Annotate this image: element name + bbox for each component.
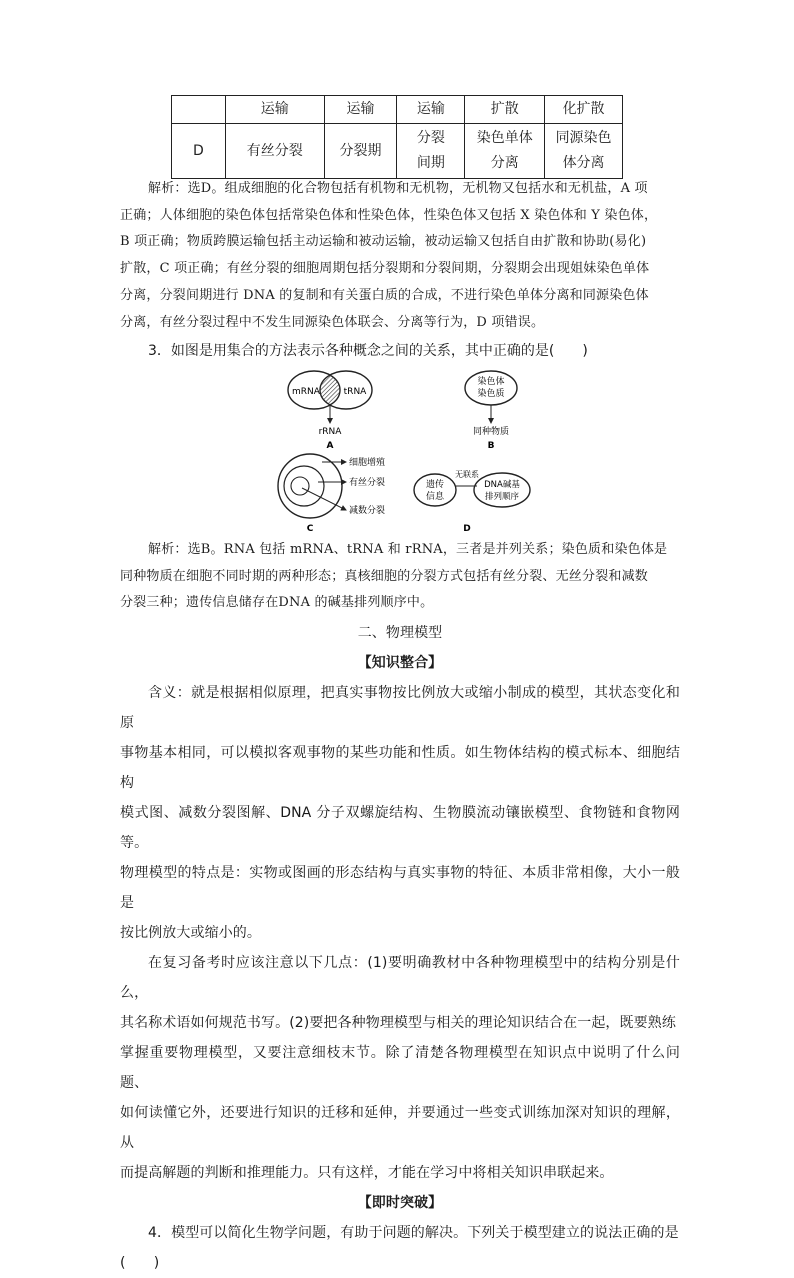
cell-line: 分裂 <box>416 130 445 146</box>
letter-a: A <box>326 441 334 451</box>
text-line: 正确；人体细胞的染色体包括常染色体和性染色体，性染色体又包括 X 染色体和 Y 染色体， <box>120 207 658 223</box>
explanation-q3 <box>120 537 680 617</box>
question-4-blank: ( ) <box>120 1255 160 1271</box>
text-line: 物理模型的特点是：实物或图画的形态结构与真实事物的特征、本质非常相像，大小一般是 <box>120 865 680 911</box>
cell-line: 间期 <box>416 155 445 171</box>
text-line: B 项正确；物质跨膜运输包括主动运输和被动运输，被动运输又包括自由扩散和协助(易化) <box>120 234 647 250</box>
label-mitosis: 有丝分裂 <box>349 478 386 488</box>
text-line: 事物基本相同，可以模拟客观事物的某些功能和性质。如生物体结构的模式标本、细胞结构 <box>120 745 680 791</box>
question-3 <box>120 338 680 365</box>
letter-d: D <box>463 524 471 534</box>
table-cell: 运输 <box>397 96 465 124</box>
text-line: 如何读懂它外，还要进行知识的迁移和延伸，并要通过一些变式训练加深对知识的理解，从 <box>120 1105 680 1151</box>
section-title: 二、物理模型 <box>357 625 443 641</box>
label-chromatin: 染色质 <box>477 389 505 399</box>
section-physical-model <box>120 618 680 1278</box>
diagram-a <box>288 371 372 451</box>
table-cell: 运输 <box>324 96 397 124</box>
label-same-substance: 同种物质 <box>472 427 510 437</box>
concept-diagram <box>270 368 540 540</box>
option-label: D <box>172 124 226 179</box>
text-line: 分裂三种；遗传信息储存在DNA 的碱基排列顺序中。 <box>120 595 434 611</box>
text-line: 解析：选B。RNA 包括 mRNA、tRNA 和 rRNA，三者是并列关系；染色质和染色体是 <box>148 542 668 557</box>
text-line: 分离，有丝分裂过程中不发生同源染色体联会、分离等行为，D 项错误。 <box>120 314 545 330</box>
diagram-b <box>465 371 517 451</box>
text-line: 按比例放大或缩小的。 <box>120 925 261 941</box>
table-cell: 化扩散 <box>545 96 623 124</box>
cell-line: 体分离 <box>562 155 605 171</box>
options-table <box>171 95 623 179</box>
text-line: 含义：就是根据相似原理，把真实事物按比例放大或缩小制成的模型，其状态变化和原 <box>120 685 680 731</box>
label-meiosis: 减数分裂 <box>349 506 386 516</box>
letter-b: B <box>487 441 495 451</box>
label-trna: tRNA <box>343 387 367 397</box>
cell-line: 染色单体 <box>476 130 533 146</box>
question-text: 3．如图是用集合的方法表示各种概念之间的关系，其中正确的是( ) <box>148 343 588 359</box>
question-4-text: 4．模型可以简化生物学问题，有助于问题的解决。下列关于模型建立的说法正确的是 <box>148 1225 679 1241</box>
text-line: 其名称术语如何规范书写。(2)要把各种物理模型与相关的理论知识结合在一起，既要熟练 <box>120 1015 676 1031</box>
cell-line: 同源染色 <box>555 130 612 146</box>
explanation-q2 <box>120 176 680 336</box>
diagram-d <box>414 469 530 534</box>
breakthrough-heading: 【即时突破】 <box>357 1195 443 1211</box>
label-rrna: rRNA <box>318 427 342 437</box>
text-line: 模式图、减数分裂图解、DNA 分子双螺旋结构、生物膜流动镶嵌模型、食物链和食物网等。 <box>120 805 680 851</box>
label-information: 信息 <box>425 492 445 502</box>
label-chromosome: 染色体 <box>477 377 505 387</box>
table-cell: 分裂期 <box>324 124 397 179</box>
table-cell: 扩散 <box>465 96 545 124</box>
table-cell: 运输 <box>225 96 324 124</box>
table-row <box>172 124 623 179</box>
label-mrna: mRNA <box>292 387 320 397</box>
text-line: 同种物质在细胞不同时期的两种形态；真核细胞的分裂方式包括有丝分裂、无丝分裂和减数 <box>120 568 649 584</box>
table-cell <box>397 124 465 179</box>
label-dna-bases: DNA碱基 <box>484 480 520 490</box>
cell-line: 分离 <box>490 155 519 171</box>
label-cell-proliferation: 细胞增殖 <box>349 458 386 468</box>
letter-c: C <box>306 524 314 534</box>
diagram-c <box>278 454 385 534</box>
knowledge-heading: 【知识整合】 <box>357 655 443 671</box>
table-cell <box>545 124 623 179</box>
table-cell <box>465 124 545 179</box>
text-line: 解析：选D。组成细胞的化合物包括有机物和无机物，无机物又包括水和无机盐，A 项 <box>148 181 648 196</box>
table-cell: 有丝分裂 <box>225 124 324 179</box>
label-no-relation: 无联系 <box>455 470 479 479</box>
text-line: 扩散，C 项正确；有丝分裂的细胞周期包括分裂期和分裂间期，分裂期会出现姐妹染色单体 <box>120 261 650 277</box>
label-sequence: 排列顺序 <box>484 492 520 502</box>
table-row <box>172 96 623 124</box>
text-line: 分离，分裂间期进行 DNA 的复制和有关蛋白质的合成，不进行染色单体分离和同源染色体 <box>120 287 649 303</box>
table-cell <box>172 96 226 124</box>
label-genetic: 遗传 <box>425 480 445 490</box>
text-line: 掌握重要物理模型，又要注意细枝末节。除了清楚各物理模型在知识点中说明了什么问题、 <box>120 1045 680 1091</box>
text-line: 在复习备考时应该注意以下几点：(1)要明确教材中各种物理模型中的结构分别是什么， <box>120 955 680 1001</box>
text-line: 而提高解题的判断和推理能力。只有这样，才能在学习中将相关知识串联起来。 <box>120 1165 614 1181</box>
